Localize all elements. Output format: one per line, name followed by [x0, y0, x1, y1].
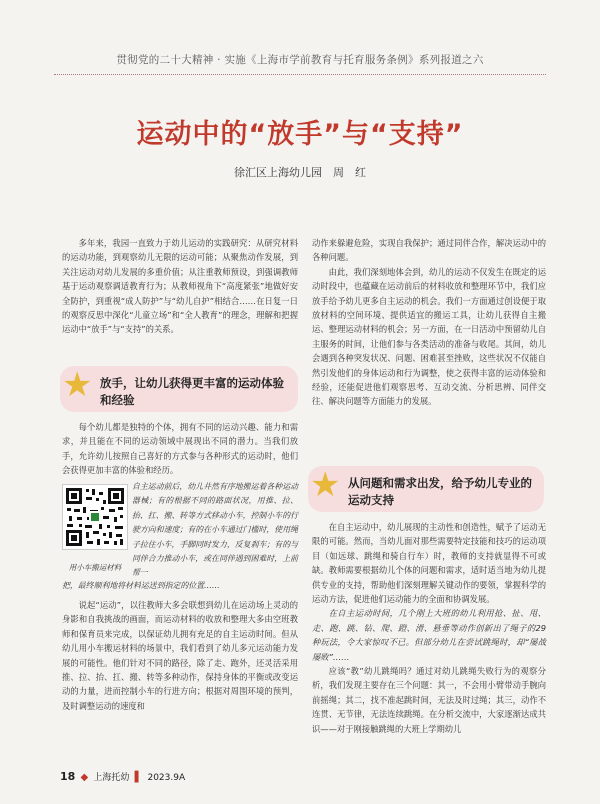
star-icon: ★ — [310, 465, 341, 505]
section-title-1: 放手，让幼儿获得更丰富的运动体验和经验 — [100, 376, 284, 407]
magazine-issue: 2023.9A — [147, 773, 186, 783]
section-heading-2 — [308, 466, 544, 512]
star-icon: ★ — [62, 365, 93, 405]
right-column-top — [312, 236, 546, 409]
qr-caption: 用小车搬运材料 — [68, 563, 122, 572]
section-title-2: 从问题和需求出发，给予幼儿专业的运动支持 — [348, 476, 532, 507]
magazine-name: 上海托幼 — [93, 773, 130, 783]
observation-vignette: 自主运动前后，幼儿井然有序地搬运着各种运动器械；有的根据不同的路面状况，用推、拉、抬、扛、搬、转等方式移动小车，控制小车的行驶方向和速度；有的在小车通过门槛时，使用绳子拉住小车，手脚同时发力，反复刹车；有的与同伴合力推动小车，或在同伴遇到困难时，上前帮一 — [132, 482, 298, 578]
left-column-body — [62, 598, 298, 713]
article-author: 徐汇区上海幼儿园 周 红 — [234, 166, 366, 179]
right-column-section2 — [312, 520, 546, 736]
intro-paragraph: 多年来，我园一直致力于幼儿运动的实践研究：从研究材料的运动功能，到观察幼儿无限的运动可能；从聚焦动作发展，到关注运动对幼儿发展的多重价值；从注重教师预设，到强调教师基于运动观察调适教育行为；从教师视角下“高度紧张”地做好安全防护，到重视“成人防护”与“幼儿自护”相结合……在日复一日的观察反思中深化“儿童立场”和“全人教育”的理念，理解和把握运动中“放手”与“支持”的关系。 — [62, 238, 298, 335]
article-title: 运动中的“放手”与“支持” — [136, 119, 464, 150]
observation-vignette-tail: 把，最终顺利地将材料运送到指定的位置…… — [62, 581, 220, 590]
section-heading-1 — [60, 366, 298, 412]
header-divider — [54, 74, 546, 75]
right-paragraph-3: 在自主运动中，幼儿展现的主动性和创造性，赋予了运动无限的可能。然而，当幼儿面对那些需要特定技能和技巧的运动项目（如远球、跳绳和骑自行车）时，教师的支持就显得不可或缺。教师需要根据幼儿个体的问题和需求，适时适当地为幼儿提供专业的支持，帮助他们深刻理解关键动作的要领，掌握科学的运动方法，促进他们运动能力的全面和协调发展。 — [312, 522, 546, 605]
left-column-section1 — [62, 420, 298, 478]
diamond-icon: ◆ — [80, 772, 89, 783]
right-paragraph-2: 由此，我们深刻地体会到，幼儿的运动不仅发生在既定的运动时段中，也蕴藏在运动前后的材料收放和整理环节中，我们应放手给予幼儿更多自主运动的机会。我们一方面通过创设便于取放材料的空间环境、提供适宜的搬运工具，让幼儿获得自主搬运、整理运动材料的机会；另一方面，在一日活动中预留幼儿自主服务的时间，让他们参与各类活动的准备与收尾。其间，幼儿会遇到各种突发状况、问题、困难甚至挫败，这些状况不仅能自然引发他们的身体运动和行为调整，使之获得丰富的运动体验和经验，还能促进他们观察思考、互动交流、分析思辨、同伴交往、解决问题等方面能力的发展。 — [312, 266, 546, 407]
right-italic-vignette: 在自主运动时间，几个刚上大班的幼儿利用抢、扯、甩、走、跑、跳、钻、爬、蹬、滑、悬垂等动作创新出了绳子的29种玩法，令大家惊叹不已。但部分幼儿在尝试跳绳时，却“屡战屡败”…… — [312, 608, 546, 662]
page-number: 18 — [60, 770, 76, 783]
page-footer — [60, 770, 185, 783]
right-paragraph-4: 应该“教”幼儿跳绳吗？通过对幼儿跳绳失败行为的观察分析，我们发现主要存在三个问题：其一，不会用小臂带动手腕向前摇绳；其二，找不准起跳时间，无法及时过绳；其三，动作不连贯、无节律，无法连续跳绳。在分析交流中，大家逐渐达成共识——对于刚接触跳绳的大班上学期幼儿 — [312, 666, 546, 734]
right-paragraph-1: 动作来躲避危险，实现自我保护；通过同伴合作，解决运动中的各种问题。 — [312, 238, 546, 263]
bar-icon: ▌ — [134, 772, 143, 783]
left-paragraph-2: 说起“运动”，以往教师大多会联想到幼儿在运动场上灵动的身影和自我挑战的画面，而运动材料的收放和整理大多由空班教师和保育员来完成，以保证幼儿拥有充足的自主运动时间。但从幼儿用小车搬运材料的场景中，我们看到了幼儿多元运动能力发展的可能性。他们针对不同的路径，除了走、跑外，还灵活采用推、拉、抬、扛、搬、转等多种动作，保持身体的平衡或改变运动的力量，进而控制小车的行进方向；根据对周围环境的预判，及时调整运动的速度和 — [62, 600, 298, 711]
section1-paragraph: 每个幼儿都是独特的个体，拥有不同的运动兴趣、能力和需求，并且能在不同的运动领域中展现出不同的潜力。当我们放手，允许幼儿按照自己喜好的方式参与各种形式的运动时，他们会获得更加丰富的体验和经历。 — [62, 422, 298, 476]
qr-code — [62, 484, 128, 550]
left-column-intro — [62, 236, 298, 337]
series-header: 贯彻党的二十大精神 · 实施《上海市学前教育与托育服务条例》系列报道之六 — [116, 54, 484, 66]
